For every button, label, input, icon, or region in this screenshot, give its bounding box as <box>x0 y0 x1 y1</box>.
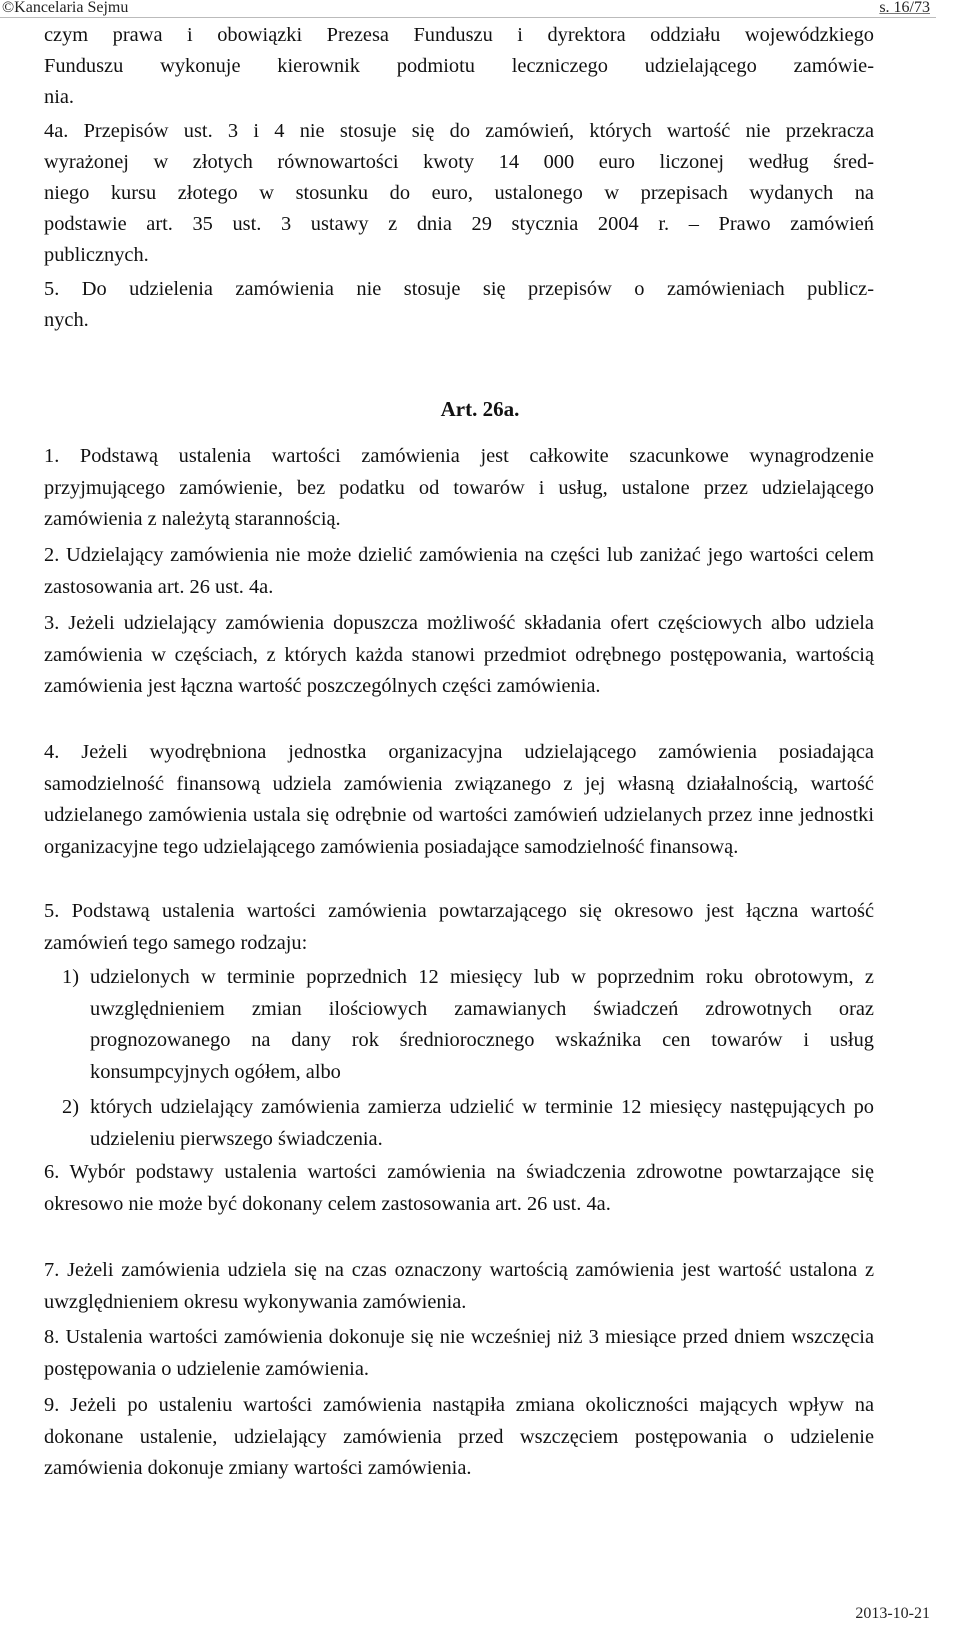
paragraph-2: 2. Udzielający zamówienia nie może dzielić zamówienia na części lub zaniżać jego wartości celem zastosowania art. 26 ust. 4a. <box>44 544 874 598</box>
text-line: 4a. Przepisów ust. 3 i 4 nie stosuje się do zamówień, których wartość nie przekracza <box>44 120 874 142</box>
paragraph-3: 3. Jeżeli udzielający zamówienia dopuszcza możliwość składania ofert częściowych albo udziela zamówienia w częściach, z których każda stanowi przedmiot odrębnego postępowania, wartością zamówienia jest łączna wartość poszczególnych części zamówienia. <box>44 612 874 697</box>
document-date: 2013-10-21 <box>855 1605 930 1622</box>
list-item-2: których udzielający zamówienia zamierza udzielić w terminie 12 miesięcy następujących po udzieleniu pierwszego świadczenia. <box>90 1096 874 1150</box>
list-item-number: 1) <box>62 966 79 988</box>
header-divider <box>0 17 936 18</box>
text-line: nia. <box>44 86 75 108</box>
paragraph-1: 1. Podstawą ustalenia wartości zamówienia jest całkowite szacunkowe wynagrodzenie przyjmującego zamówienie, bez podatku od towarów i usług, ustalone przez udzielającego zamówienia z należytą starannością. <box>44 445 874 530</box>
paragraph-5: 5. Podstawą ustalenia wartości zamówienia powtarzającego się okresowo jest łączna wartość zamówień tego samego rodzaju: <box>44 900 874 954</box>
paragraph-8: 8. Ustalenia wartości zamówienia dokonuje się nie wcześniej niż 3 miesiące przed dniem wszczęcia postępowania o udzielenie zamówienia. <box>44 1326 874 1380</box>
text-line: nych. <box>44 309 89 331</box>
text-line: 5. Do udzielenia zamówienia nie stosuje się przepisów o zamówieniach publicz- <box>44 278 874 300</box>
text-line: wyrażonej w złotych równowartości kwoty 14 000 euro liczonej według śred- <box>44 151 874 173</box>
page-number-link[interactable]: s. 16/73 <box>879 0 930 16</box>
paragraph-6: 6. Wybór podstawy ustalenia wartości zamówienia na świadczenia zdrowotne powtarzające się okresowo nie może być dokonany celem zastosowania art. 26 ust. 4a. <box>44 1161 874 1215</box>
paragraph-7: 7. Jeżeli zamówienia udziela się na czas oznaczony wartością zamówienia jest wartość ustalona z uwzględnieniem okresu wykonywania zamówienia. <box>44 1259 874 1313</box>
text-line: podstawie art. 35 ust. 3 ustawy z dnia 29 stycznia 2004 r. – Prawo zamówień <box>44 213 874 235</box>
text-line: Funduszu wykonuje kierownik podmiotu leczniczego udzielającego zamówie- <box>44 55 874 77</box>
text-line: niego kursu złotego w stosunku do euro, ustalonego w przepisach wydanych na <box>44 182 874 204</box>
publisher-label: ©Kancelaria Sejmu <box>2 0 129 16</box>
article-heading: Art. 26a. <box>440 397 520 421</box>
paragraph-9: 9. Jeżeli po ustaleniu wartości zamówienia nastąpiła zmiana okoliczności mających wpływ na dokonane ustalenie, udzielający zamówienia przed wszczęciem postępowania o udzielenie zamówienia dokonuje zmiany wartości zamówienia. <box>44 1394 874 1479</box>
text-line: czym prawa i obowiązki Prezesa Funduszu i dyrektora oddziału wojewódzkiego <box>44 24 874 46</box>
text-line: publicznych. <box>44 244 149 266</box>
list-item-1: udzielonych w terminie poprzednich 12 miesięcy lub w poprzednim roku obrotowym, z uwzględnieniem zmian ilościowych zamawianych świadczeń zdrowotnych oraz prognozowanego na dany rok średniorocznego wskaźnika cen towarów i usług konsumpcyjnych ogółem, albo <box>90 966 874 1083</box>
list-item-number: 2) <box>62 1096 79 1118</box>
paragraph-4: 4. Jeżeli wyodrębniona jednostka organizacyjna udzielającego zamówienia posiadająca samodzielność finansową udziela zamówienia związanego z jej własną działalnością, wartość udzielanego zamówienia ustala się odrębnie od wartości zamówień udzielanych przez inne jednostki organizacyjne tego udzielającego zamówienia posiadające samodzielność finansową. <box>44 741 874 858</box>
